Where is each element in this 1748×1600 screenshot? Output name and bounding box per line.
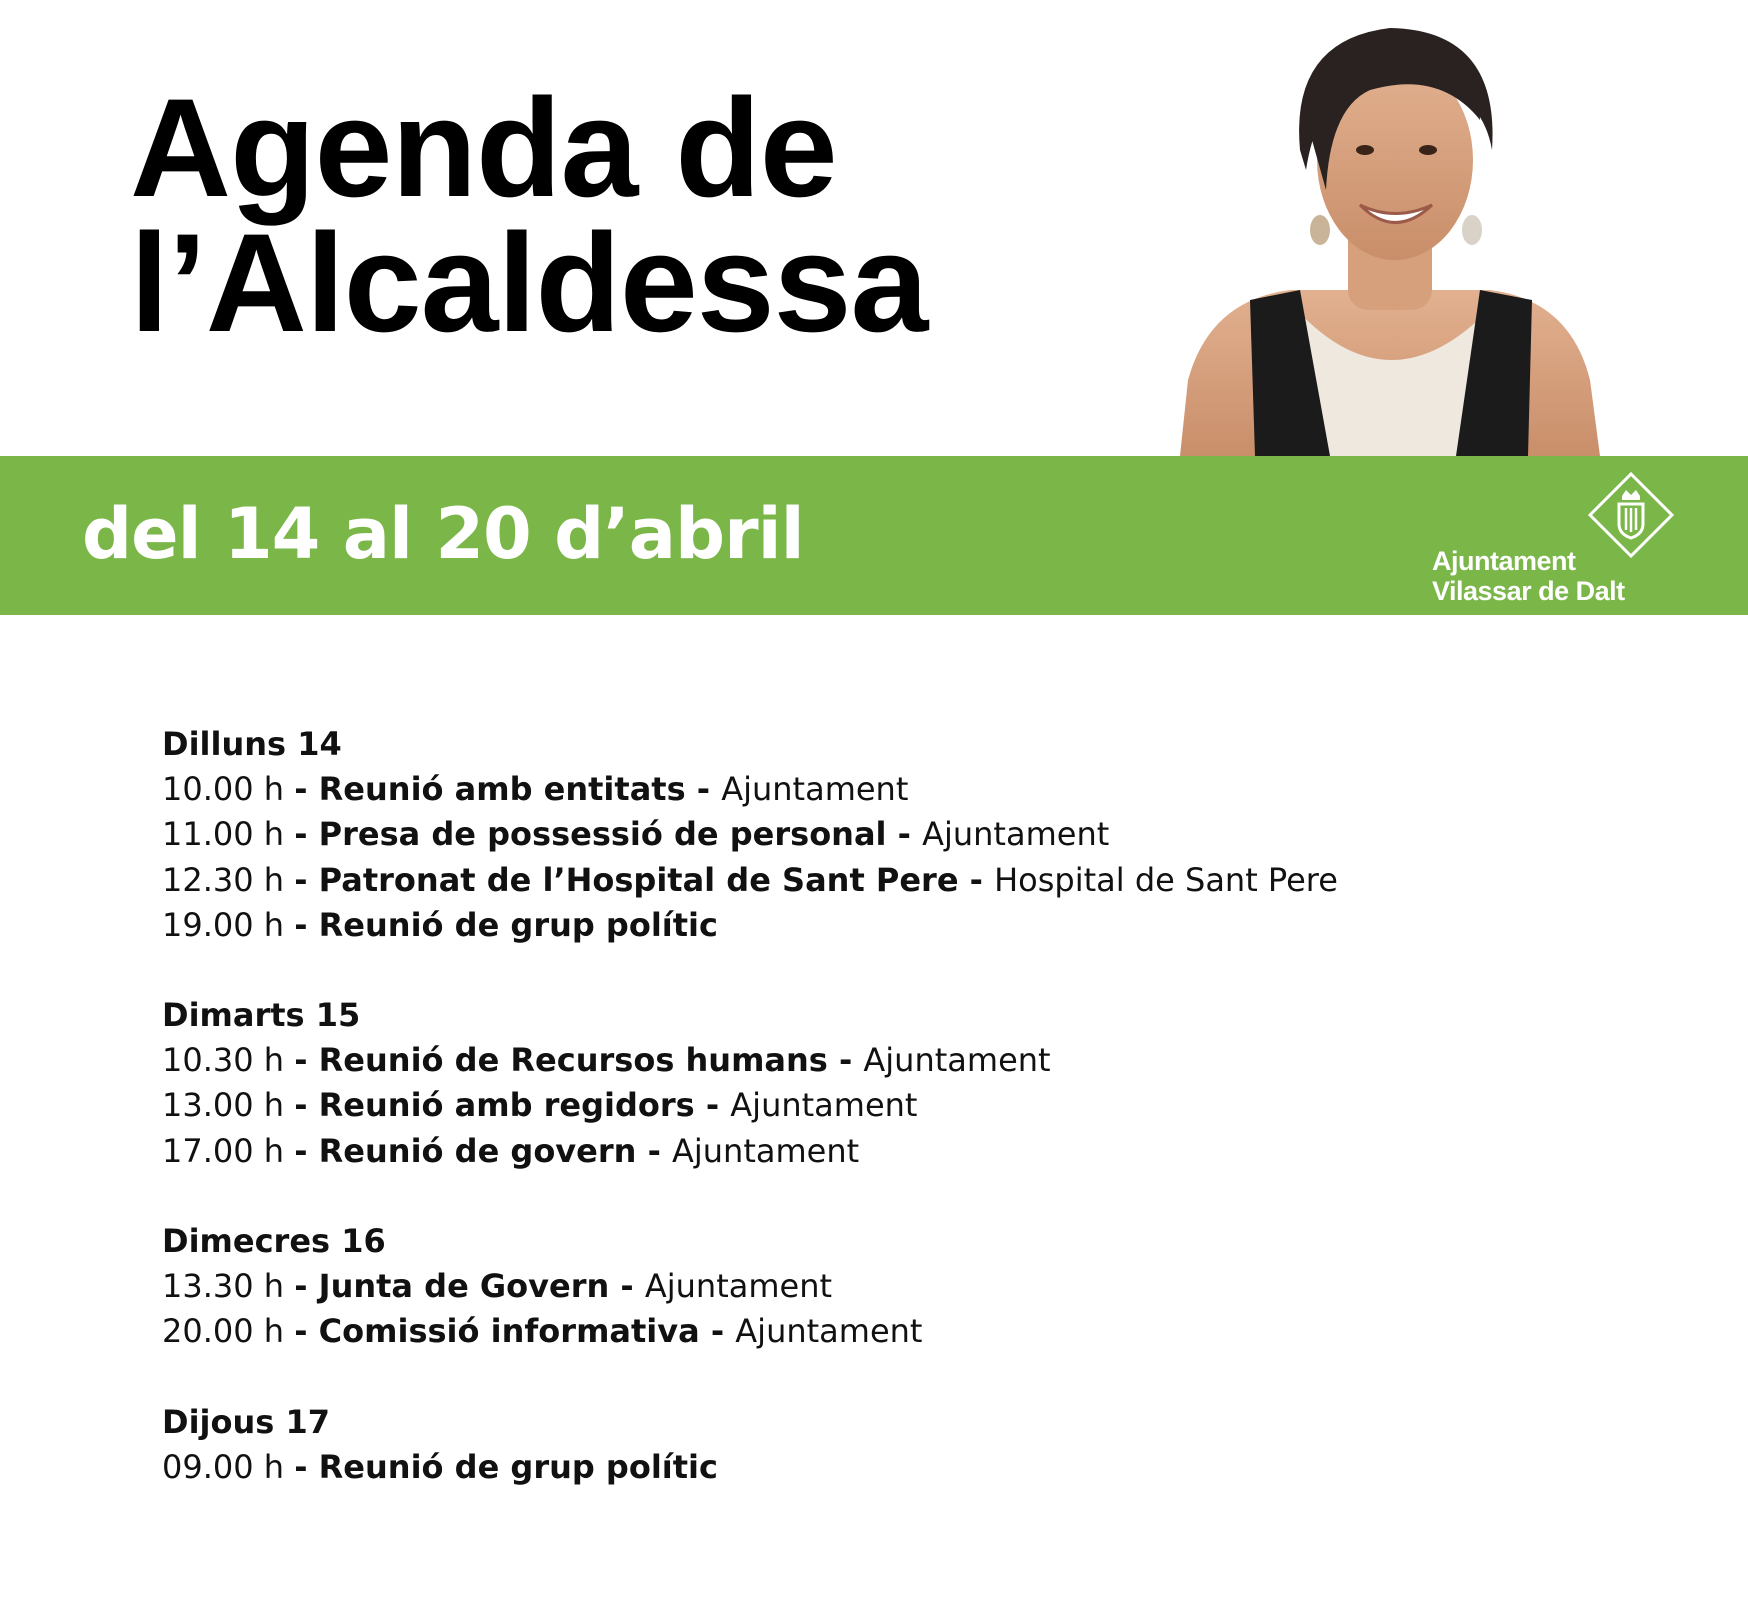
event-name: - Reunió de grup polític: [294, 1447, 718, 1486]
day-title: Dilluns 14: [162, 725, 342, 763]
event-name-text: Reunió de grup polític: [318, 1447, 718, 1486]
event-time: 09.00 h: [162, 1447, 285, 1486]
event-name: - Reunió amb entitats: [294, 770, 686, 808]
event-name-text: Reunió de grup polític: [318, 905, 718, 944]
day-title: Dimecres 16: [162, 1222, 386, 1261]
event-time: 13.00 h: [162, 1086, 285, 1125]
event-time: 12.30 h: [162, 860, 285, 899]
agenda-event: 12.30 h - Patronat de l’Hospital de Sant Pere - Hospital de Sant Pere: [162, 860, 1338, 899]
agenda-event: 11.00 h - Presa de possessió de personal - Ajuntament: [162, 815, 1110, 854]
logo-line-2: Vilassar de Dalt: [1432, 576, 1625, 606]
event-name-text: Patronat de l’Hospital de Sant Pere: [318, 860, 959, 899]
agenda-event: 10.30 h - Reunió de Recursos humans - Ajuntament: [162, 1041, 1051, 1080]
event-place: Ajuntament: [735, 1312, 923, 1351]
agenda-event: 13.00 h - Reunió amb regidors - Ajuntament: [162, 1086, 918, 1125]
event-name-text: Presa de possessió de personal: [318, 815, 887, 854]
event-time: 17.00 h: [162, 1131, 285, 1170]
day-title: Dijous 17: [162, 1402, 330, 1441]
event-place: Ajuntament: [644, 1267, 833, 1306]
event-place: Ajuntament: [730, 1086, 918, 1125]
event-time: 19.00 h: [162, 905, 285, 944]
event-name: - Patronat de l’Hospital de Sant Pere: [294, 860, 959, 899]
event-place: Hospital de Sant Pere: [994, 860, 1338, 899]
agenda-day: [162, 1400, 1662, 1490]
date-band: [0, 456, 1748, 615]
day-title: Dimarts 15: [162, 996, 361, 1035]
event-name: - Comissió informativa: [294, 1312, 700, 1351]
agenda-event: 20.00 h - Comissió informativa - Ajuntament: [162, 1312, 923, 1351]
agenda-list: [162, 722, 1662, 1535]
event-time: 11.00 h: [162, 815, 285, 854]
event-time: 13.30 h: [162, 1267, 285, 1306]
title-line-2: l’Alcaldessa: [130, 204, 928, 361]
event-name-text: Reunió amb regidors: [318, 1086, 695, 1125]
event-time: 20.00 h: [162, 1312, 285, 1351]
event-place: Ajuntament: [922, 815, 1110, 854]
page-title: [130, 69, 928, 361]
agenda-event: [162, 1445, 1662, 1490]
title-line-1: Agenda de: [130, 69, 837, 226]
date-range: del 14 al 20 d’abril: [82, 493, 804, 575]
event-place: Ajuntament: [863, 1041, 1051, 1080]
agenda-event: 10.00 h - Reunió amb entitats - Ajuntament: [162, 770, 909, 808]
event-name-text: Reunió amb entitats: [318, 770, 686, 808]
logo-line-1: Ajuntament: [1432, 546, 1576, 576]
agenda-event: [162, 903, 1662, 948]
event-name-text: Comissió informativa: [318, 1312, 700, 1351]
event-name: - Reunió de Recursos humans: [294, 1041, 828, 1080]
agenda-event: 17.00 h - Reunió de govern - Ajuntament: [162, 1131, 860, 1170]
mayor-portrait-photo: [1180, 0, 1600, 456]
event-time: 10.00 h: [162, 770, 285, 808]
event-time: 10.30 h: [162, 1041, 285, 1080]
event-name: - Junta de Govern: [294, 1267, 610, 1306]
event-place: Ajuntament: [671, 1131, 860, 1170]
event-name-text: Reunió de govern: [318, 1131, 637, 1170]
event-name: - Reunió de govern: [294, 1131, 637, 1170]
event-name: - Reunió de grup polític: [294, 905, 718, 944]
event-name: - Reunió amb regidors: [294, 1086, 695, 1125]
logo-text: [1432, 546, 1625, 606]
event-name-text: Junta de Govern: [318, 1267, 610, 1306]
agenda-day: [162, 993, 1662, 1174]
event-place: Ajuntament: [721, 770, 909, 808]
agenda-event: 13.30 h - Junta de Govern - Ajuntament: [162, 1267, 833, 1306]
event-name: - Presa de possessió de personal: [294, 815, 887, 854]
agenda-day: [162, 722, 1662, 948]
agenda-day: [162, 1219, 1662, 1355]
ajuntament-logo: [1430, 470, 1680, 606]
event-name-text: Reunió de Recursos humans: [318, 1041, 828, 1080]
